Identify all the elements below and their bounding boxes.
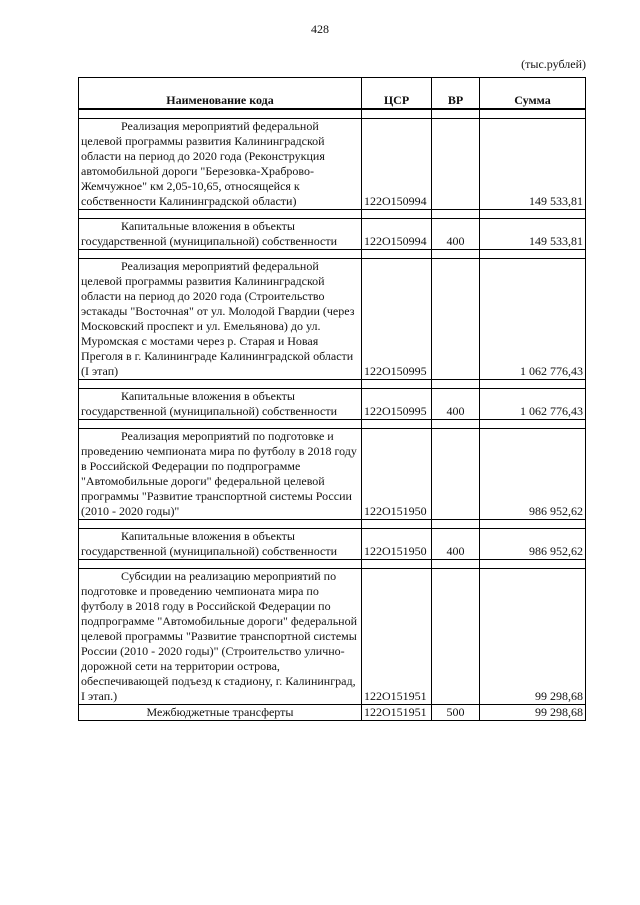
table-row — [79, 219, 586, 250]
header-name: Наименование кода — [79, 78, 362, 110]
table-row — [79, 569, 586, 705]
header-sum: Сумма — [480, 78, 586, 110]
row-csr: 122О151950 — [362, 529, 432, 560]
row-name: Реализация мероприятий по подготовке и проведению чемпионата мира по футболу в 2018 году в Российской Федерации по подпрограмме "Автомобильные дороги" федеральной целевой программы "Развитие транспортной системы России (2010 - 2020 годы)" — [79, 429, 362, 520]
row-sum: 99 298,68 — [480, 705, 586, 721]
row-name: Капитальные вложения в объекты государственной (муниципальной) собственности — [79, 529, 362, 560]
row-csr: 122О150994 — [362, 119, 432, 210]
row-vr: 400 — [432, 219, 480, 250]
row-csr: 122О150995 — [362, 259, 432, 380]
row-name: Капитальные вложения в объекты государственной (муниципальной) собственности — [79, 389, 362, 420]
row-vr: 500 — [432, 705, 480, 721]
header-csr: ЦСР — [362, 78, 432, 110]
spacer-row — [79, 380, 586, 389]
table-row — [79, 705, 586, 721]
spacer-row — [79, 210, 586, 219]
row-sum: 986 952,62 — [480, 529, 586, 560]
row-sum: 149 533,81 — [480, 119, 586, 210]
row-vr — [432, 569, 480, 705]
row-name: Капитальные вложения в объекты государственной (муниципальной) собственности — [79, 219, 362, 250]
row-csr: 122О150994 — [362, 219, 432, 250]
row-csr: 122О151950 — [362, 429, 432, 520]
row-sum: 99 298,68 — [480, 569, 586, 705]
row-csr: 122О150995 — [362, 389, 432, 420]
table-header-row — [79, 78, 586, 110]
row-sum: 986 952,62 — [480, 429, 586, 520]
row-sum: 149 533,81 — [480, 219, 586, 250]
row-vr — [432, 119, 480, 210]
row-sum: 1 062 776,43 — [480, 389, 586, 420]
row-csr: 122О151951 — [362, 705, 432, 721]
spacer-row — [79, 250, 586, 259]
row-sum: 1 062 776,43 — [480, 259, 586, 380]
spacer-row — [79, 520, 586, 529]
spacer-row — [79, 420, 586, 429]
table-row — [79, 429, 586, 520]
units-label: (тыс.рублей) — [521, 57, 586, 71]
table-row — [79, 119, 586, 210]
table-row — [79, 389, 586, 420]
row-vr — [432, 429, 480, 520]
row-name: Межбюджетные трансферты — [79, 705, 362, 721]
row-name: Реализация мероприятий федеральной целевой программы развития Калининградской области на период до 2020 года (Реконструкция автомобильной дороги "Березовка-Храброво-Жемчужное" км 2,05-10,65, относящейся к собственности Калининградской области) — [79, 119, 362, 210]
budget-table — [78, 77, 586, 721]
spacer-row — [79, 109, 586, 119]
row-vr — [432, 259, 480, 380]
row-name: Реализация мероприятий федеральной целевой программы развития Калининградской области на период до 2020 года (Строительство эстакады "Восточная" от ул. Молодой Гвардии (через Московский проспект и ул. Емельянова) до ул. Муромская с мостами через р. Старая и Новая Преголя в г. Калининграде Калининградской области (I этап) — [79, 259, 362, 380]
table-row — [79, 259, 586, 380]
header-vr: ВР — [432, 78, 480, 110]
row-vr: 400 — [432, 389, 480, 420]
row-vr: 400 — [432, 529, 480, 560]
row-name: Субсидии на реализацию мероприятий по подготовке и проведению чемпионата мира по футболу в 2018 году в Российской Федерации по подпрограмме "Автомобильные дороги" федеральной целевой программы "Развитие транспортной системы России (2010 - 2020 годы)" (Строительство улично-дорожной сети на территории острова, обеспечивающей подъезд к стадиону, г. Калининград, I этап.) — [79, 569, 362, 705]
row-csr: 122О151951 — [362, 569, 432, 705]
table-row — [79, 529, 586, 560]
spacer-row — [79, 560, 586, 569]
page-number: 428 — [311, 22, 329, 36]
